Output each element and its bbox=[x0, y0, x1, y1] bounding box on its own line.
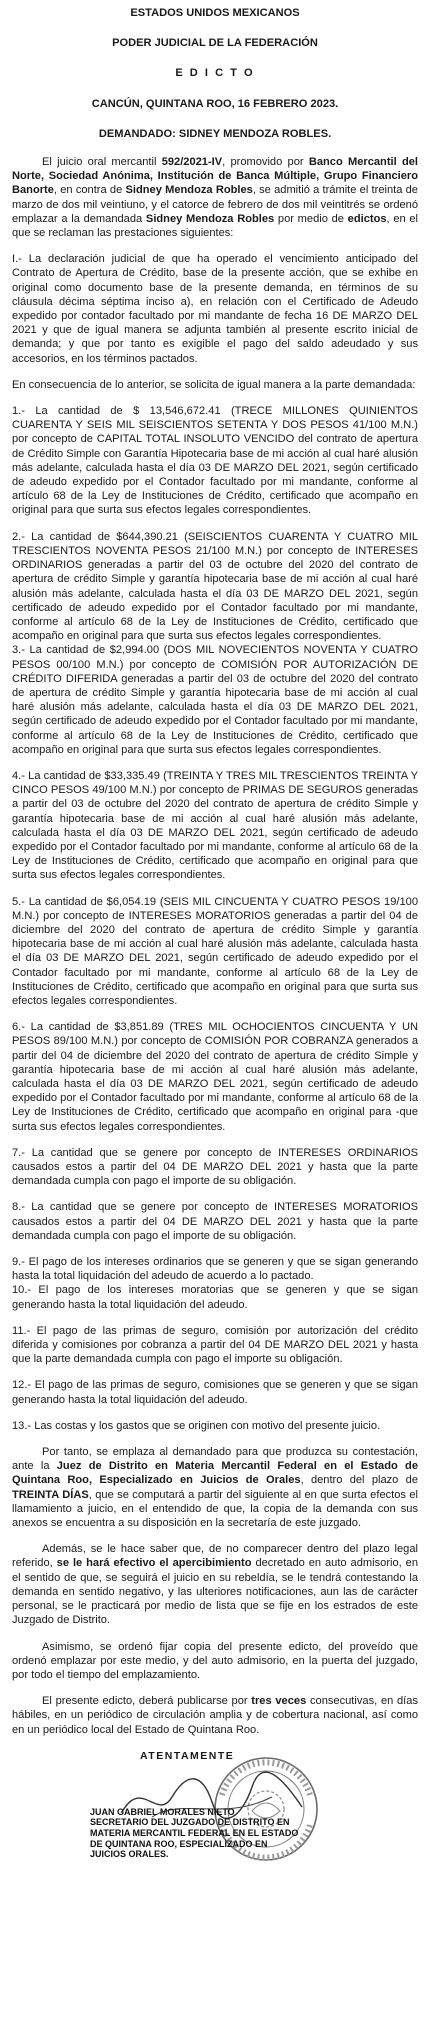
intro-text: , se admitió a trámite el treinta de marzo de dos mil veintiuno, y el catorce de febrero de dos mil veintitrés se ordenó emplazar a la demandada bbox=[12, 184, 418, 225]
consequence-paragraph: En consecuencia de lo anterior, se solicita de igual manera a la parte demandada: bbox=[12, 378, 416, 391]
claim-5: 5.- La cantidad de $6,054.19 (SEIS MIL CINCUENTA Y CUATRO PESOS 19/100 M.N.) por concepto de INTERESES MORATORIOS generadas a partir del 04 de diciembre del 2020 del contrato de apertura de crédito Simple y garantía hipotecaria base de mi acción al cual haré alusión más adelante, calculada hasta el día 03 DE MARZO DEL 2021, según certificado de adeudo expedido por el Contador facultado por mi mandante, conforme al artículo 68 de la Ley de Instituciones de Crédito, certificado que acompaño en original para que surta sus efectos legales correspondientes. bbox=[12, 895, 418, 1007]
claim-11: 11.- El pago de las primas de seguro, comisión por autorización del crédito diferida y comisiones por cobranza a partir del 04 DE MARZO DEL 2021 y hasta que la parte demandada cumpla con pago el importe su obligación. bbox=[12, 1324, 418, 1366]
claim-3: 3.- La cantidad de $2,994.00 (DOS MIL NOVECIENTOS NOVENTA Y CUATRO PESOS 00/100 M.N.) por concepto de COMISIÓN POR AUTORIZACIÓN DE CRÉDITO DIFERIDA generadas a partir del 03 de octubre del 2020 del contrato de apertura de crédito Simple y garantía hipotecaria base de mi acción al cual haré alusión más adelante, calculada hasta el día 03 DE MARZO DEL 2021, según certificado de adeudo expedido por el Contador facultado por mi mandante, conforme al artículo 68 de la Ley de Instituciones de Crédito, certificado que acompaño en original para que surta sus efectos legales correspondientes. bbox=[12, 644, 418, 756]
claim-10: 10.- El pago de los intereses moratorias que se generen y que se sigan generando hasta la total liquidación del adeudo. bbox=[12, 1284, 418, 1311]
posting-paragraph: Asimismo, se ordenó fijar copia del presente edicto, del proveído que ordenó emplazar por este medio, y del auto admisorio, en la puerta del juzgado, por todo el tiempo del emplazamiento. bbox=[12, 1640, 418, 1681]
signatory-title: JUICIOS ORALES. bbox=[90, 1849, 169, 1860]
claim-13: 13.- Las costas y los gastos que se originen con motivo del presente juicio. bbox=[12, 1419, 381, 1432]
signatory-title: DE QUINTANA ROO, ESPECIALIZADO EN bbox=[90, 1838, 268, 1849]
summons-text: , que se computará a partir del siguiente al en que surta efectos el llamamiento a juicio, en el entendido de que, la copia de la demanda con sus anexos se encuentra a su disposición en la secretaría de este juzgado. bbox=[12, 1488, 418, 1530]
country-heading: ESTADOS UNIDOS MEXICANOS bbox=[130, 7, 300, 19]
signatory-name: JUAN GABRIEL MORALES NIETO bbox=[90, 1806, 235, 1817]
claim-8: 8.- La cantidad que se genere por concepto de INTERESES MORATORIOS causados estos a partir del 04 DE MARZO DEL 2021 y hasta que la parte demandada cumpla con pago el importe de su obligación. bbox=[12, 1201, 418, 1242]
claim-6: 6.- La cantidad de $3,851.89 (TRES MIL OCHOCIENTOS CINCUENTA Y UN PESOS 89/100 M.N.) por concepto de COMISIÓN POR COBRANZA generados a partir del 04 de diciembre del 2020 del contrato de apertura de crédito Simple y garantía hipotecaria base de mi acción al cual haré alusión más adelante, calculada hasta el día 03 DE MARZO DEL 2021, según certificado de adeudo expedido por el Contador facultado por mi mandante, conforme al artículo 68 de la Ley de Instituciones de Crédito, certificado que acompaño en original para -que surta sus efectos legales correspondientes. bbox=[12, 1021, 418, 1133]
claim-9: 9.- El pago de los intereses ordinarios que se generen y que se sigan generando hasta la total liquidación del adeudo de acuerdo a lo pactado. bbox=[12, 1256, 418, 1283]
place-date-heading: CANCÚN, QUINTANA ROO, 16 FEBRERO 2023. bbox=[91, 97, 339, 110]
claim-7: 7.- La cantidad que se genere por concepto de INTERESES ORDINARIOS causados estos a partir del 04 DE MARZO DEL 2021 y hasta que la parte demandada cumpla con pago el importe de su obligación. bbox=[12, 1146, 418, 1188]
intro-text: , promovido por bbox=[222, 156, 309, 169]
claim-2: 2.- La cantidad de $644,390.21 (SEISCIENTOS CUARENTA Y CUATRO MIL TRESCIENTOS NOVENTA PESOS 21/100 M.N.) por concepto de INTERESES ORDINARIOS generadas a partir del 03 de octubre del 2020 del contrato de apertura de crédito Simple y garantía hipotecaria base de mi acción al cual haré alusión más adelante, calculada hasta el día 03 DE MARZO DEL 2021, según certificado de adeudo expedido por el Contador facultado por mi mandante, conforme al artículo 68 de la Ley de Instituciones de Crédito, certificado que acompaño en original para que surta sus efectos legales correspondientes. bbox=[12, 530, 418, 643]
publication-text: consecutivas, en días hábiles, en un periódico de circulación amplia y de cobertura nacional, así como en un periódico local del Estado de Quintana Roo. bbox=[12, 1695, 418, 1736]
warning-text: decretado en auto admisorio, en el sentido de que, se seguirá el juicio en su rebeldía, se le tendrá contestando la demanda en sentido negativo, y las ulteriores notificaciones, aun las de carácter personal, se le practicará por medio de lista que se fije en los estrados de este Juzgado de Distrito. bbox=[12, 1557, 419, 1627]
claim-4: 4.- La cantidad de $33,335.49 (TREINTA Y TRES MIL TRESCIENTOS TREINTA Y CINCO PESOS 49/100 M.N.) por concepto de PRIMAS DE SEGUROS generadas a partir del 03 de octubre del 2020 del contrato de apertura de crédito Simple y garantía hipotecaria base de mi acción al cual haré alusión más adelante, calculada hasta el día 03 DE MARZO DEL 2021, según certificado de adeudo expedido por el Contador facultado por mi mandante, conforme al artículo 68 de la Ley de Instituciones de Crédito, certificado que acompaño en original para que surta sus efectos legales correspondientes. bbox=[12, 769, 418, 882]
intro-text: , en contra de bbox=[53, 184, 126, 197]
court-name: Juez de Distrito en Materia Mercantil Federal en el Estado de Quintana Roo, Especializado en Juicios de Orales bbox=[12, 1460, 418, 1487]
warning-emphasis: se le hará efectivo el apercibimiento bbox=[56, 1557, 252, 1570]
summons-paragraph bbox=[12, 1445, 418, 1530]
defendant-name: Sidney Mendoza Robles bbox=[145, 212, 275, 225]
signatory-title: MATERIA MERCANTIL FEDERAL EN EL ESTADO bbox=[90, 1827, 299, 1838]
intro-text: por medio de bbox=[274, 212, 348, 225]
publication-paragraph bbox=[12, 1694, 418, 1737]
summons-text: Por tanto, se emplaza al demandado para que produzca su contestación, ante la bbox=[12, 1446, 418, 1473]
warning-text: Además, se le hace saber que, de no comparecer dentro del plazo legal referido, bbox=[12, 1543, 418, 1570]
signature-salutation: ATENTAMENTE bbox=[140, 1749, 235, 1762]
claim-declaration: I.- La declaración judicial de que ha operado el vencimiento anticipado del Contrato de Apertura de Crédito, base de la presente acción, que se exhibe en original como documento base de la presente demanda, en términos de su cláusula décima séptima inciso a), en relación con el Certificado de Adeudo expedido por contador facultado por mi mandante de fecha 16 DE MARZO DEL 2021 y que de igual manera se adjunta también al presente escrito inicial de demanda; y que por tanto es exigible el pago del saldo adeudado y sus accesorios, en los términos pactados. bbox=[12, 253, 418, 365]
intro-text: , en el que se reclaman las prestaciones siguientes: bbox=[12, 212, 419, 240]
summons-text: , dentro del plazo de bbox=[300, 1474, 418, 1487]
publication-count: tres veces bbox=[251, 1695, 307, 1708]
edicts-term: edictos bbox=[347, 212, 387, 225]
signatory-title: SECRETARIO DEL JUZGADO DE DISTRITO EN bbox=[90, 1817, 290, 1828]
claim-12: 12.- El pago de las primas de seguro, comisiones que se generen y que se sigan generando hasta la total liquidación del adeudo. bbox=[12, 1379, 418, 1406]
case-number: 592/2021-IV bbox=[161, 156, 223, 169]
intro-text: El juicio oral mercantil bbox=[42, 156, 162, 169]
signature-area bbox=[12, 1749, 418, 1869]
court-heading: PODER JUDICIAL DE LA FEDERACIÓN bbox=[112, 37, 318, 50]
claim-1: 1.- La cantidad de $ 13,546,672.41 (TRECE MILLONES QUINIENTOS CUARENTA Y SEIS MIL SEISCIENTOS SETENTA Y DOS PESOS 41/100 M.N.) por concepto de CAPITAL TOTAL INSOLUTO VENCIDO del contrato de apertura de Crédito Simple con Garantía Hipotecaria base de mi acción al cual haré alusión más adelante, calculada hasta el día 03 DE MARZO DEL 2021, según certificado de adeudo expedido por el Contador facultado por mi mandante, conforme al artículo 68 de la Ley de Instituciones de Crédito, certificado que acompaño en original para que surta sus efectos legales correspondientes. bbox=[12, 405, 418, 517]
intro-paragraph bbox=[12, 155, 418, 240]
document-type-heading: E D I C T O bbox=[175, 67, 255, 80]
defendant-heading: DEMANDADO: SIDNEY MENDOZA ROBLES. bbox=[98, 127, 332, 140]
defendant-name: Sidney Mendoza Robles bbox=[125, 184, 253, 197]
publication-text: El presente edicto, deberá publicarse por bbox=[42, 1695, 252, 1708]
deadline-term: TREINTA DÍAS bbox=[12, 1488, 89, 1501]
plaintiff-name: Banco Mercantil del Norte, Sociedad Anónima, Institución de Banca Múltiple, Grupo Financiero Banorte bbox=[12, 156, 418, 197]
signatory-block bbox=[90, 1807, 360, 1860]
warning-paragraph bbox=[12, 1542, 418, 1627]
